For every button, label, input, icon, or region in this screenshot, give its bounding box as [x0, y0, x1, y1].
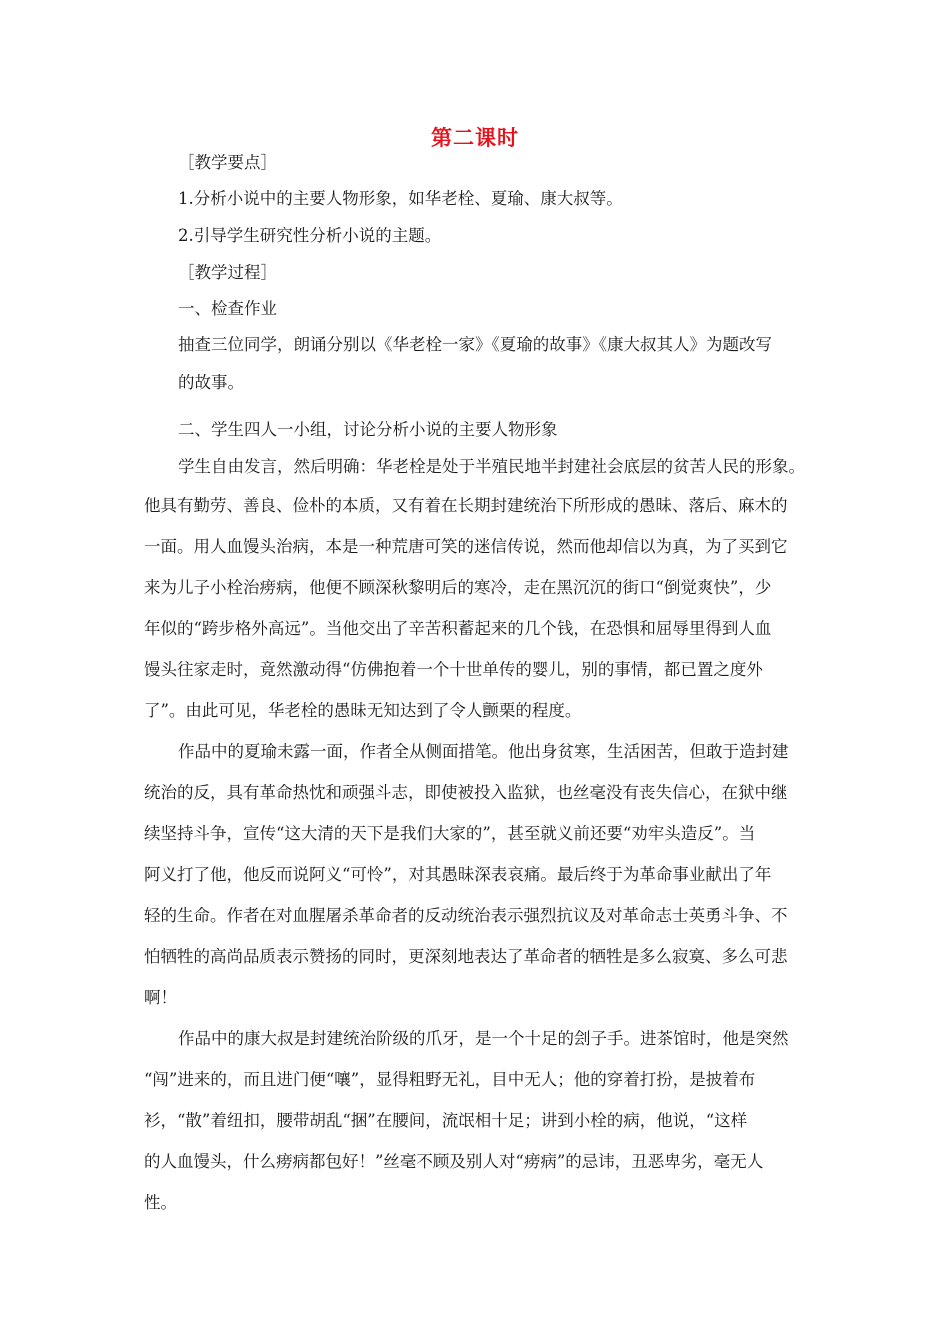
step-1-heading: 一、检查作业: [178, 299, 277, 318]
section-heading-process: ［教学过程］: [178, 263, 277, 282]
paragraph-line: 的人血馒头，什么痨病都包好！”丝毫不顾及别人对“痨病”的忌讳，丑恶卑劣，毫无人: [144, 1152, 764, 1171]
section-heading-key-points: ［教学要点］: [178, 153, 277, 172]
paragraph-line: 馒头往家走时，竟然激动得“仿佛抱着一个十世单传的婴儿，别的事情，都已置之度外: [144, 660, 763, 679]
key-point-2: 2.引导学生研究性分析小说的主题。: [178, 226, 442, 245]
paragraph-line: 学生自由发言，然后明确：华老栓是处于半殖民地半封建社会底层的贫苦人民的形象。: [178, 457, 805, 476]
paragraph-line: 阿义打了他，他反而说阿义“可怜”，对其愚昧深表哀痛。最后终于为革命事业献出了年: [144, 865, 772, 884]
paragraph-line: 一面。用人血馒头治病，本是一种荒唐可笑的迷信传说，然而他却信以为真，为了买到它: [144, 537, 788, 556]
paragraph-line: 轻的生命。作者在对血腥屠杀革命者的反动统治表示强烈抗议及对革命志士英勇斗争、不: [144, 906, 788, 925]
key-point-1: 1.分析小说中的主要人物形象，如华老栓、夏瑜、康大叔等。: [178, 189, 623, 208]
paragraph-line: 的故事。: [178, 373, 244, 392]
paragraph-line: 了”。由此可见，华老栓的愚昧无知达到了令人颤栗的程度。: [144, 701, 582, 720]
paragraph-line: 啊！: [144, 988, 177, 1007]
paragraph-line: 年似的“跨步格外高远”。当他交出了辛苦积蓄起来的几个钱，在恐惧和屈辱里得到人血: [144, 619, 772, 638]
paragraph-line: 怕牺牲的高尚品质表示赞扬的同时，更深刻地表达了革命者的牺牲是多么寂寞、多么可悲: [144, 947, 788, 966]
step-2-heading: 二、学生四人一小组，讨论分析小说的主要人物形象: [178, 420, 558, 439]
paragraph-line: 续坚持斗争，宣传“这大清的天下是我们大家的”，甚至就义前还要“劝牢头造反”。当: [144, 824, 756, 843]
paragraph-line: 他具有勤劳、善良、俭朴的本质，又有着在长期封建统治下所形成的愚昧、落后、麻木的: [144, 496, 788, 515]
paragraph-line: 抽查三位同学，朗诵分别以《华老栓一家》《夏瑜的故事》《康大叔其人》为题改写: [178, 335, 772, 354]
paragraph-line: 作品中的康大叔是封建统治阶级的爪牙，是一个十足的刽子手。进茶馆时，他是突然: [178, 1029, 789, 1048]
paragraph-line: “闯”进来的，而且进门便“嚷”，显得粗野无礼，目中无人；他的穿着打扮，是披着布: [144, 1070, 756, 1089]
paragraph-line: 性。: [144, 1193, 177, 1212]
paragraph-line: 来为儿子小栓治痨病，他便不顾深秋黎明后的寒冷，走在黑沉沉的街口“倒觉爽快”，少: [144, 578, 772, 597]
paragraph-line: 统治的反，具有革命热忱和顽强斗志，即使被投入监狱，也丝毫没有丧失信心，在狱中继: [144, 783, 788, 802]
paragraph-line: 作品中的夏瑜未露一面，作者全从侧面措笔。他出身贫寒，生活困苦，但敢于造封建: [178, 742, 789, 761]
paragraph-line: 衫，“散”着纽扣，腰带胡乱“捆”在腰间，流氓相十足；讲到小栓的病，他说，“这样: [144, 1111, 748, 1130]
page-title: 第二课时: [431, 126, 519, 150]
